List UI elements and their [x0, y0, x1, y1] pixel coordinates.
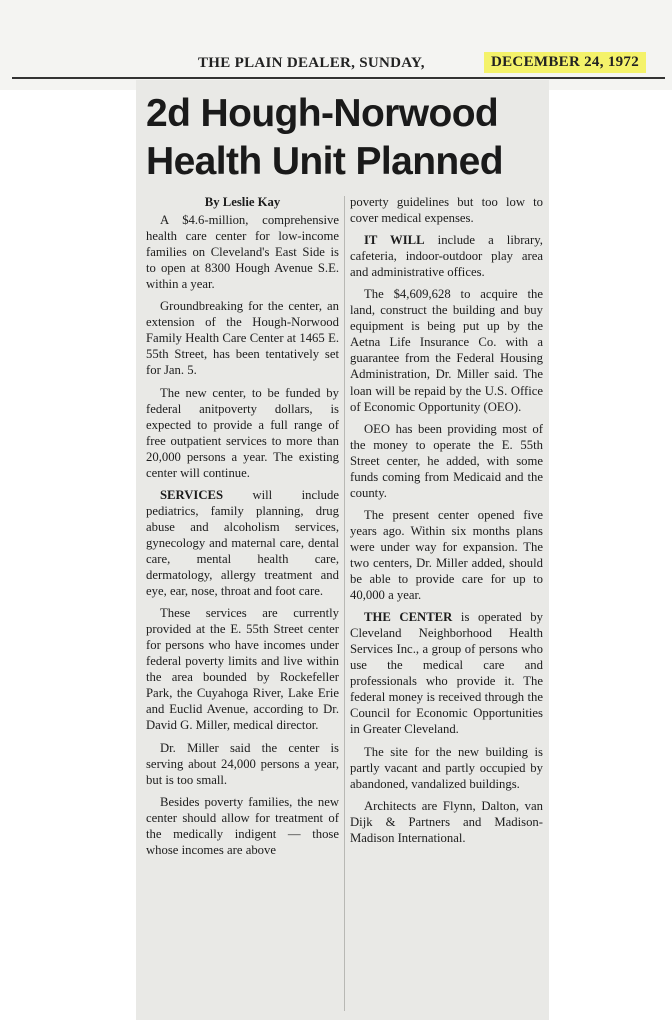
article-paragraph: [146, 740, 339, 788]
paragraph-text: Groundbreaking for the center, an extension of the Hough-Norwood Family Health Care Center at 1465 E. 55th Street, has been tentatively set for Jan. 5.: [146, 299, 339, 378]
article-paragraph: [146, 794, 339, 858]
article-paragraph: [350, 421, 543, 501]
article-paragraph: [350, 286, 543, 414]
paragraph-text: is operated by Cleveland Neighborhood Health Services Inc., a group of persons who use the medical care and professionals who provide it. The federal money is received through the Council for Economic Opportunities in Greater Cleveland.: [350, 610, 543, 737]
paragraph-text: poverty guidelines but too low to cover medical expenses.: [350, 195, 543, 226]
article-headline: [146, 90, 541, 186]
paragraph-text: The new center, to be funded by federal anitpoverty dollars, is expected to provide a full range of free outpatient services to more than 20,000 persons a year. The existing center will continue.: [146, 385, 339, 480]
paragraph-text: The $4,609,628 to acquire the land, construct the building and buy equipment is being put up by the Aetna Life Insurance Co. with a guarantee from the Federal Housing Administration, Dr. Miller said. The loan will be repaid by the U.S. Office of Economic Opportunity (OEO).: [350, 287, 543, 414]
right-paragraphs: [350, 194, 543, 846]
paragraph-text: Architects are Flynn, Dalton, van Dijk & Partners and Madison-Madison International.: [350, 798, 543, 845]
paper-name-dateline: THE PLAIN DEALER, SUNDAY,: [198, 55, 425, 71]
paragraph-text: The present center opened five years ago. Within six months plans were under way for expansion. The two centers, Dr. Miller added, should be able to provide care for up to 40,000 a year.: [350, 507, 543, 603]
headline-line-1: 2d Hough-Norwood: [146, 92, 499, 135]
article-paragraph: [146, 605, 339, 733]
article-paragraph: [146, 385, 339, 481]
paragraph-text: The site for the new building is partly vacant and partly occupied by abandoned, vandalized buildings.: [350, 744, 543, 791]
article-paragraph: [350, 798, 543, 846]
masthead: [10, 50, 665, 74]
headline-line-2: Health Unit Planned: [146, 140, 503, 183]
paragraph-text: OEO has been providing most of the money to operate the E. 55th Street center, he added, with some funds coming from Medicaid and the county.: [350, 421, 543, 500]
left-paragraphs: [146, 212, 339, 858]
article-paragraph: [350, 194, 543, 226]
paragraph-text: A $4.6-million, comprehensive health care center for low-income families on Cleveland's East Side is to open at 8300 Hough Avenue S.E. within a year.: [146, 213, 339, 292]
paragraph-lead-caps: THE CENTER: [364, 610, 453, 625]
paragraph-text: will include pediatrics, family planning, drug abuse and alcoholism services, gynecology and maternal care, dental care, mental health care, dermatology, allergy treatment and eye, ear, nose, throat and foot care.: [146, 487, 339, 599]
paragraph-text: Dr. Miller said the center is serving about 24,000 persons a year, but is too small.: [146, 740, 339, 787]
article-paragraph: [146, 212, 339, 292]
paragraph-text: These services are currently provided at the E. 55th Street center for persons who have incomes under federal poverty limits and live within the area bounded by Rockefeller Park, the Cuyahoga River, Lake Erie and Euclid Avenue, according to Dr. David G. Miller, medical director.: [146, 606, 339, 733]
highlighted-date: DECEMBER 24, 1972: [484, 52, 646, 73]
article-paragraph: [350, 232, 543, 280]
article-paragraph: [146, 487, 339, 599]
byline: By Leslie Kay: [204, 195, 281, 209]
article-column-right: [350, 194, 543, 852]
column-divider: [344, 196, 345, 1011]
masthead-rule: [12, 77, 665, 79]
article-paragraph: [146, 298, 339, 378]
article-paragraph: [350, 507, 543, 603]
paragraph-text: Besides poverty families, the new center should allow for treatment of the medically indigent — those whose incomes are above: [146, 794, 339, 857]
article-paragraph: [350, 609, 543, 737]
paragraph-text: include a library, cafeteria, indoor-outdoor play area and administrative offices.: [350, 233, 543, 280]
paragraph-lead-caps: IT WILL: [364, 233, 425, 248]
paragraph-lead-caps: SERVICES: [160, 487, 224, 502]
article-column-left: [146, 194, 339, 864]
article-paragraph: [350, 744, 543, 792]
